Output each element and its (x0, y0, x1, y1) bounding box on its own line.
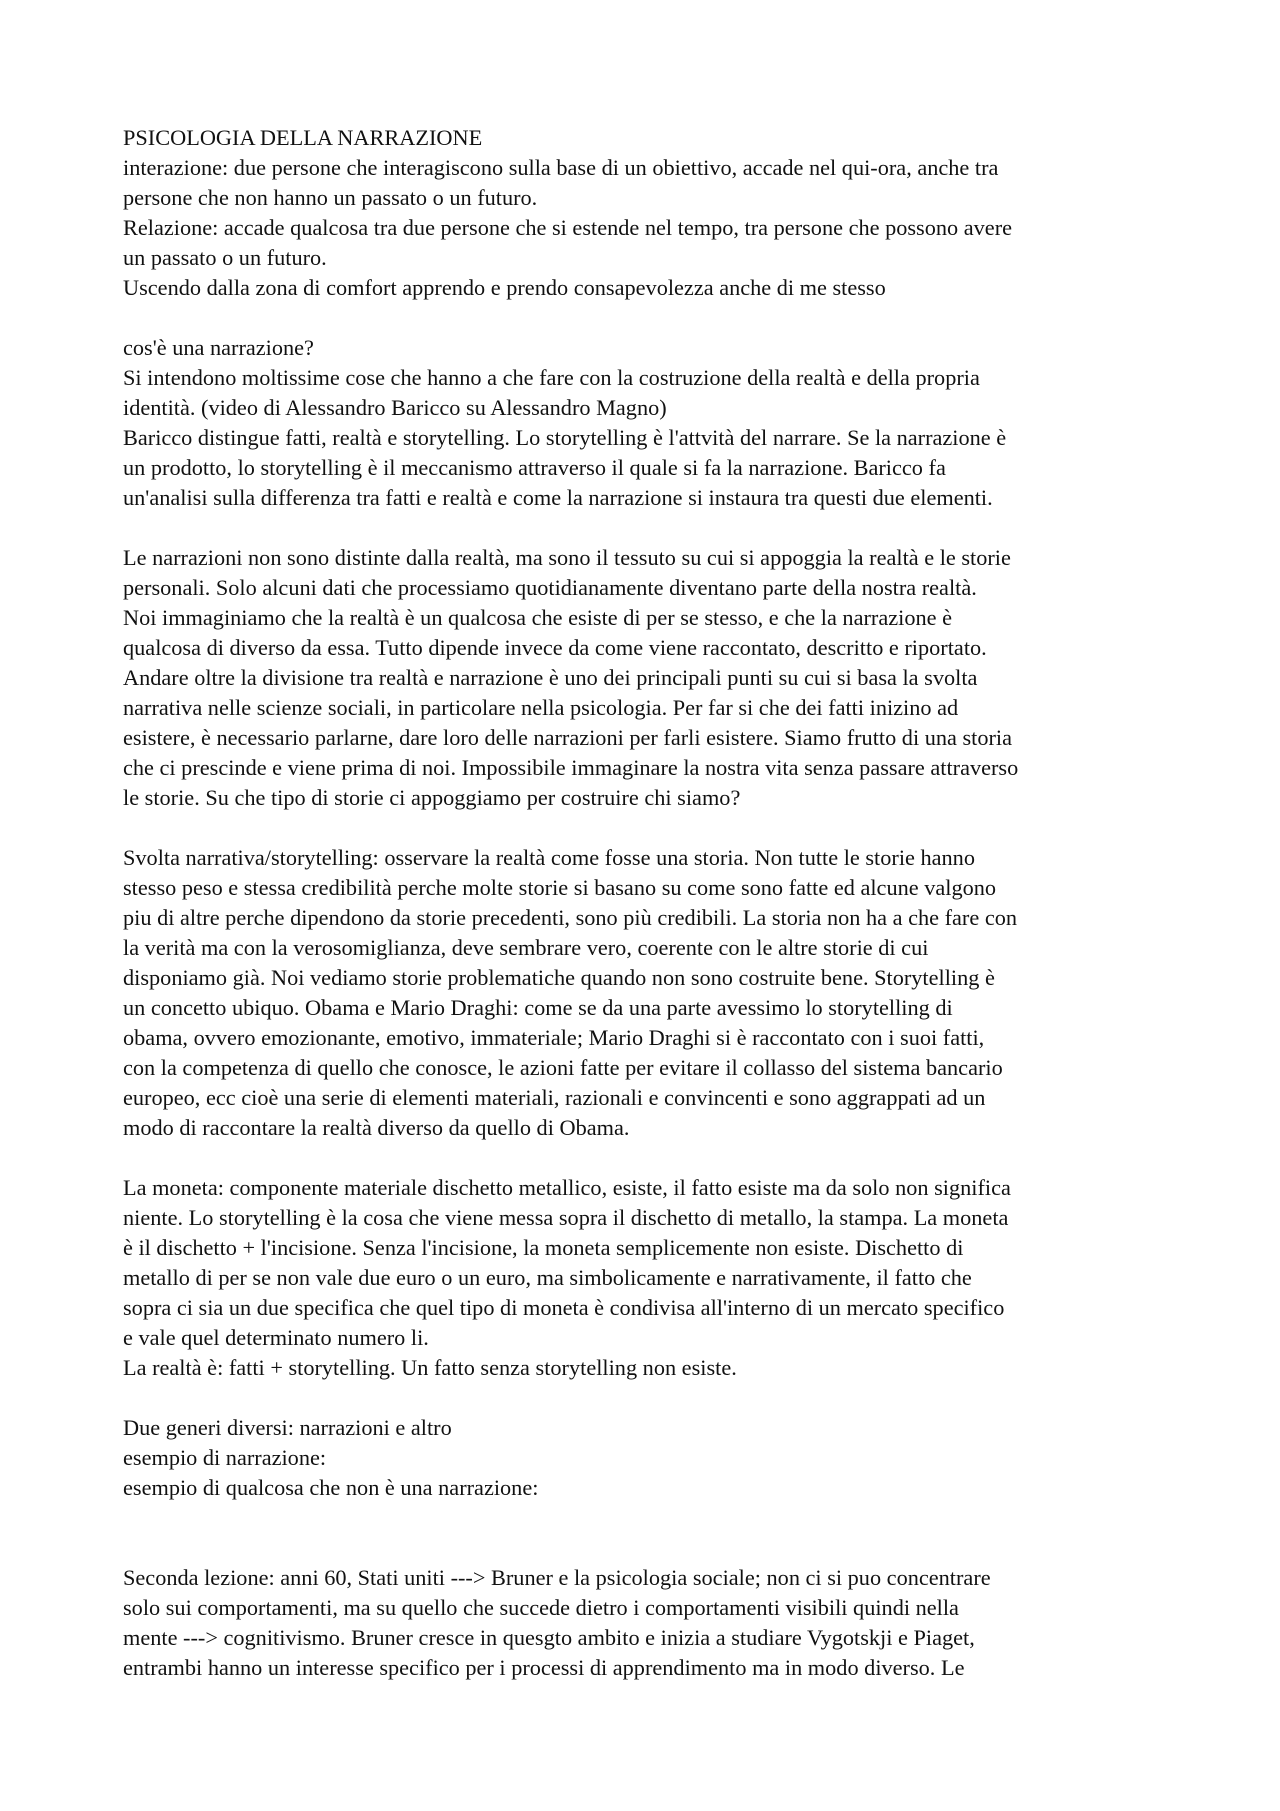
text-line: Due generi diversi: narrazioni e altro (123, 1415, 452, 1440)
text-line: piu di altre perche dipendono da storie precedenti, sono più credibili. La storia non ha a che fare con (123, 905, 1018, 930)
text-line: interazione: due persone che interagiscono sulla base di un obiettivo, accade nel qui-ora, anche tra (123, 155, 999, 180)
paragraph (123, 843, 1168, 1143)
text-line: un passato o un futuro. (123, 245, 327, 270)
text-line: modo di raccontare la realtà diverso da quello di Obama. (123, 1115, 630, 1140)
text-line: Si intendono moltissime cose che hanno a che fare con la costruzione della realtà e della propria (123, 365, 980, 390)
text-line: mente ---> cognitivismo. Bruner cresce in quesgto ambito e inizia a studiare Vygotskji e Piaget, (123, 1625, 975, 1650)
text-line: Relazione: accade qualcosa tra due persone che si estende nel tempo, tra persone che possono avere (123, 215, 1013, 240)
paragraph (123, 1563, 1168, 1683)
text-line: cos'è una narrazione? (123, 335, 314, 360)
text-line: Andare oltre la divisione tra realtà e narrazione è uno dei principali punti su cui si basa la svolta (123, 665, 978, 690)
text-line: le storie. Su che tipo di storie ci appoggiamo per costruire chi siamo? (123, 785, 741, 810)
paragraph (123, 153, 1168, 303)
text-line: Baricco distingue fatti, realtà e storytelling. Lo storytelling è l'attvità del narrare. Se la narrazione è (123, 425, 1007, 450)
text-line: identità. (video di Alessandro Baricco su Alessandro Magno) (123, 395, 667, 420)
text-line: La moneta: componente materiale dischetto metallico, esiste, il fatto esiste ma da solo non significa (123, 1175, 1011, 1200)
text-line: sopra ci sia un due specifica che quel tipo di moneta è condivisa all'interno di un mercato specifico (123, 1295, 1005, 1320)
text-line: la verità ma con la verosomiglianza, deve sembrare vero, coerente con le altre storie di cui (123, 935, 929, 960)
paragraph-spacer (123, 1503, 1168, 1563)
text-line: un concetto ubiquo. Obama e Mario Draghi: come se da una parte avessimo lo storytelling di (123, 995, 953, 1020)
document-body (123, 123, 1168, 1683)
text-line: un prodotto, lo storytelling è il meccanismo attraverso il quale si fa la narrazione. Baricco fa (123, 455, 946, 480)
text-line: Uscendo dalla zona di comfort apprendo e prendo consapevolezza anche di me stesso (123, 275, 886, 300)
text-line: con la competenza di quello che conosce, le azioni fatte per evitare il collasso del sistema bancario (123, 1055, 1003, 1080)
text-line: solo sui comportamenti, ma su quello che succede dietro i comportamenti visibili quindi nella (123, 1595, 959, 1620)
paragraph-spacer (123, 303, 1168, 333)
paragraph (123, 333, 1168, 513)
text-line: e vale quel determinato numero li. (123, 1325, 429, 1350)
text-line: personali. Solo alcuni dati che processiamo quotidianamente diventano parte della nostra realtà. (123, 575, 977, 600)
text-line: metallo di per se non vale due euro o un euro, ma simbolicamente e narrativamente, il fatto che (123, 1265, 972, 1290)
text-line: qualcosa di diverso da essa. Tutto dipende invece da come viene raccontato, descritto e riportato. (123, 635, 987, 660)
paragraph-spacer (123, 1383, 1168, 1413)
text-line: Seconda lezione: anni 60, Stati uniti ---> Bruner e la psicologia sociale; non ci si puo concentrare (123, 1565, 991, 1590)
text-line: narrativa nelle scienze sociali, in particolare nella psicologia. Per far si che dei fatti inizino ad (123, 695, 959, 720)
text-line: stesso peso e stessa credibilità perche molte storie si basano su come sono fatte ed alcune valgono (123, 875, 997, 900)
text-line: entrambi hanno un interesse specifico per i processi di apprendimento ma in modo diverso. Le (123, 1655, 965, 1680)
text-line: Svolta narrativa/storytelling: osservare la realtà come fosse una storia. Non tutte le storie hanno (123, 845, 975, 870)
text-line: obama, ovvero emozionante, emotivo, immateriale; Mario Draghi si è raccontato con i suoi fatti, (123, 1025, 985, 1050)
text-line: che ci prescinde e viene prima di noi. Impossibile immaginare la nostra vita senza passare attraverso (123, 755, 1019, 780)
paragraph (123, 543, 1168, 813)
paragraph (123, 1413, 1168, 1503)
text-line: persone che non hanno un passato o un futuro. (123, 185, 538, 210)
text-line: La realtà è: fatti + storytelling. Un fatto senza storytelling non esiste. (123, 1355, 737, 1380)
text-line: Le narrazioni non sono distinte dalla realtà, ma sono il tessuto su cui si appoggia la realtà e le storie (123, 545, 1011, 570)
text-line: Noi immaginiamo che la realtà è un qualcosa che esiste di per se stesso, e che la narrazione è (123, 605, 952, 630)
text-line: è il dischetto + l'incisione. Senza l'incisione, la moneta semplicemente non esiste. Dischetto di (123, 1235, 964, 1260)
text-line: europeo, ecc cioè una serie di elementi materiali, razionali e convincenti e sono aggrappati ad un (123, 1085, 986, 1110)
paragraph (123, 1173, 1168, 1383)
text-line: esempio di qualcosa che non è una narrazione: (123, 1475, 539, 1500)
text-line: un'analisi sulla differenza tra fatti e realtà e come la narrazione si instaura tra questi due elementi. (123, 485, 993, 510)
document-title: PSICOLOGIA DELLA NARRAZIONE (123, 125, 483, 150)
paragraph-spacer (123, 1143, 1168, 1173)
paragraph-spacer (123, 513, 1168, 543)
text-line: niente. Lo storytelling è la cosa che viene messa sopra il dischetto di metallo, la stampa. La moneta (123, 1205, 1009, 1230)
text-line: disponiamo già. Noi vediamo storie problematiche quando non sono costruite bene. Storytelling è (123, 965, 995, 990)
text-line: esistere, è necessario parlarne, dare loro delle narrazioni per farli esistere. Siamo frutto di una storia (123, 725, 1013, 750)
paragraph-spacer (123, 813, 1168, 843)
text-line: esempio di narrazione: (123, 1445, 327, 1470)
